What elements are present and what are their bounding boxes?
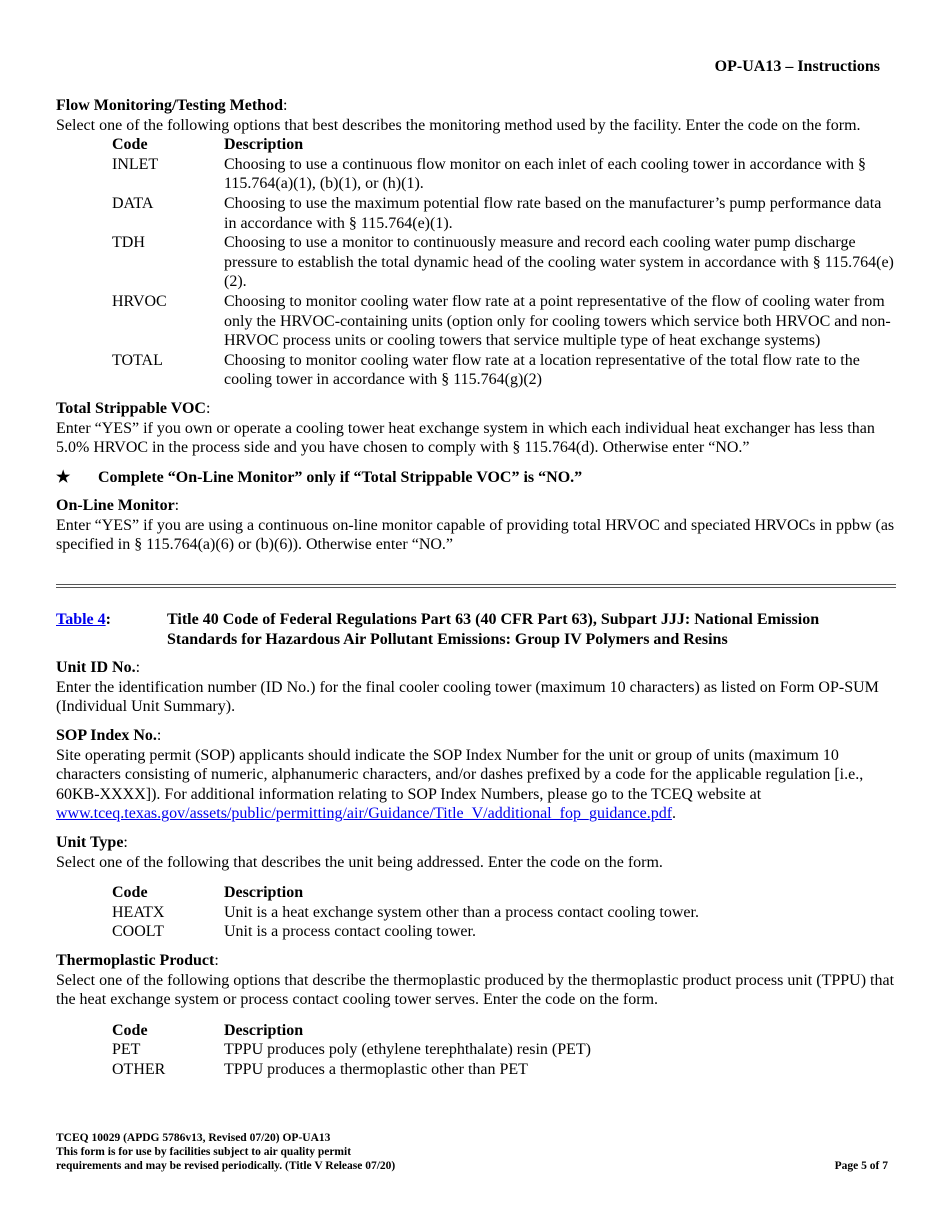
code-cell: HRVOC xyxy=(112,292,167,310)
unit-type-heading: Unit Type: xyxy=(56,834,128,851)
star-icon: ★ xyxy=(56,468,71,486)
strippable-heading: Total Strippable VOC: xyxy=(56,399,211,417)
code-cell: HEATX xyxy=(112,903,165,921)
table-row xyxy=(112,194,894,233)
table-row xyxy=(112,1040,591,1060)
thermo-title: Thermoplastic Product xyxy=(56,951,215,969)
code-cell: TOTAL xyxy=(112,351,163,369)
thermo-col-code: Code xyxy=(112,1021,148,1039)
desc-cell: Choosing to use the maximum potential flow rate based on the manufacturer’s pump performance data in accordance with § 115.764(e)(1). xyxy=(224,194,882,232)
table4-heading xyxy=(56,610,896,649)
table-row xyxy=(112,292,894,351)
code-cell: PET xyxy=(112,1041,141,1059)
document-header-title: OP-UA13 – Instructions xyxy=(714,58,880,75)
table-row xyxy=(112,903,699,923)
sop-heading: SOP Index No.: xyxy=(56,727,162,745)
main-content xyxy=(56,96,896,1080)
sop-text xyxy=(56,746,896,824)
unit-type-col-desc: Description xyxy=(224,884,304,902)
unit-id-heading: Unit ID No.: xyxy=(56,659,141,677)
online-heading: On-Line Monitor: xyxy=(56,497,180,515)
online-text: Enter “YES” if you are using a continuous on-line monitor capable of providing total HRVOC and speciated HRVOCs in ppbw (as specified in § 115.764(a)(6) or (b)(6)). Otherwise enter “NO.” xyxy=(56,516,895,554)
code-cell: COOLT xyxy=(112,923,164,941)
code-cell: TDH xyxy=(112,234,145,252)
footer-line-2: This form is for use by facilities subject to air quality permit xyxy=(56,1146,352,1158)
star-note-text: Complete “On-Line Monitor” only if “Total Strippable VOC” is “NO.” xyxy=(98,468,583,486)
strippable-text: Enter “YES” if you own or operate a cooling tower heat exchange system in which each individual heat exchanger has less than 5.0% HRVOC in the process side and you have chosen to comply with § 115.764(d). Otherwise enter “NO.” xyxy=(56,419,875,457)
desc-cell: TPPU produces a thermoplastic other than PET xyxy=(224,1060,528,1078)
footer-line-3: requirements and may be revised periodically. (Title V Release 07/20) xyxy=(56,1160,396,1172)
unit-type-col-code: Code xyxy=(112,884,148,902)
code-cell: DATA xyxy=(112,194,154,212)
unit-type-code-table xyxy=(112,883,699,942)
table-row xyxy=(112,233,894,292)
sop-end: . xyxy=(672,805,677,823)
code-cell: INLET xyxy=(112,155,159,173)
flow-code-table xyxy=(112,135,894,390)
desc-cell: Choosing to use a monitor to continuously measure and record each cooling water pump discharge pressure to establish the total dynamic head of the cooling water system in accordance with § 115.764(e)(2). xyxy=(224,234,894,291)
page-number: Page 5 of 7 xyxy=(834,1160,888,1172)
table4-colon: : xyxy=(105,611,111,629)
flow-col-desc: Description xyxy=(224,136,304,154)
thermo-intro: Select one of the following options that describe the thermoplastic produced by the thermoplastic product process unit (TPPU) that the heat exchange system or process contact cooling tower serves. Enter the code on the form. xyxy=(56,971,895,1009)
footer-line-1: TCEQ 10029 (APDG 5786v13, Revised 07/20) OP-UA13 xyxy=(56,1132,331,1144)
page-footer xyxy=(56,1131,888,1173)
sop-guidance-link[interactable]: www.tceq.texas.gov/assets/public/permitting/air/Guidance/Title_V/additional_fop_guidance.pdf xyxy=(56,805,673,823)
sop-title: SOP Index No. xyxy=(56,727,157,745)
thermo-col-desc: Description xyxy=(224,1021,304,1039)
thermo-code-table xyxy=(112,1021,591,1080)
unit-type-title: Unit Type xyxy=(56,834,124,851)
unit-id-title: Unit ID No. xyxy=(56,659,136,677)
unit-id-text: Enter the identification number (ID No.) for the final cooler cooling tower (maximum 10 characters) as listed on Form OP-SUM (Individual Unit Summary). xyxy=(56,678,879,716)
online-title: On-Line Monitor xyxy=(56,497,175,515)
desc-cell: Unit is a heat exchange system other than a process contact cooling tower. xyxy=(224,903,699,921)
desc-cell: Unit is a process contact cooling tower. xyxy=(224,923,476,941)
unit-type-intro: Select one of the following that describes the unit being addressed. Enter the code on the form. xyxy=(56,853,663,871)
table-row xyxy=(112,1060,591,1080)
table-row xyxy=(112,922,699,942)
star-note xyxy=(56,468,896,488)
desc-cell: TPPU produces poly (ethylene terephthalate) resin (PET) xyxy=(224,1041,591,1059)
strippable-title: Total Strippable VOC xyxy=(56,399,206,417)
flow-title: Flow Monitoring/Testing Method xyxy=(56,97,283,114)
flow-intro: Select one of the following options that best describes the monitoring method used by the facility. Enter the code on the form. xyxy=(56,116,861,134)
table4-link[interactable]: Table 4 xyxy=(56,611,106,629)
table-row xyxy=(112,155,894,194)
desc-cell: Choosing to monitor cooling water flow rate at a point representative of the flow of cooling water from only the HRVOC-containing units (option only for cooling towers which service both HRVOC and non-HRVOC process units or cooling towers that service multiple type of heat exchange systems) xyxy=(224,292,891,350)
desc-cell: Choosing to monitor cooling water flow rate at a location representative of the total flow rate to the cooling tower in accordance with § 115.764(g)(2) xyxy=(224,351,860,389)
table4-title: Title 40 Code of Federal Regulations Part 63 (40 CFR Part 63), Subpart JJJ: National Emission Standards for Hazardous Air Pollutant Emissions: Group IV Polymers and Resins xyxy=(167,611,820,648)
code-cell: OTHER xyxy=(112,1060,166,1078)
flow-section-heading: Flow Monitoring/Testing Method: xyxy=(56,97,288,114)
thermo-heading: Thermoplastic Product: xyxy=(56,951,219,969)
desc-cell: Choosing to use a continuous flow monitor on each inlet of each cooling tower in accordance with § 115.764(a)(1), (b)(1), or (h)(1). xyxy=(224,155,867,193)
flow-col-code: Code xyxy=(112,136,148,154)
table-row xyxy=(112,351,894,390)
sop-body: Site operating permit (SOP) applicants should indicate the SOP Index Number for the unit or group of units (maximum 10 characters consisting of numeric, alphanumeric characters, and/or dashes prefixed by a code for the applicable regulation [i.e., 60KB-XXXX]). For additional information relating to SOP Index Numbers, please go to the TCEQ website at xyxy=(56,746,864,803)
